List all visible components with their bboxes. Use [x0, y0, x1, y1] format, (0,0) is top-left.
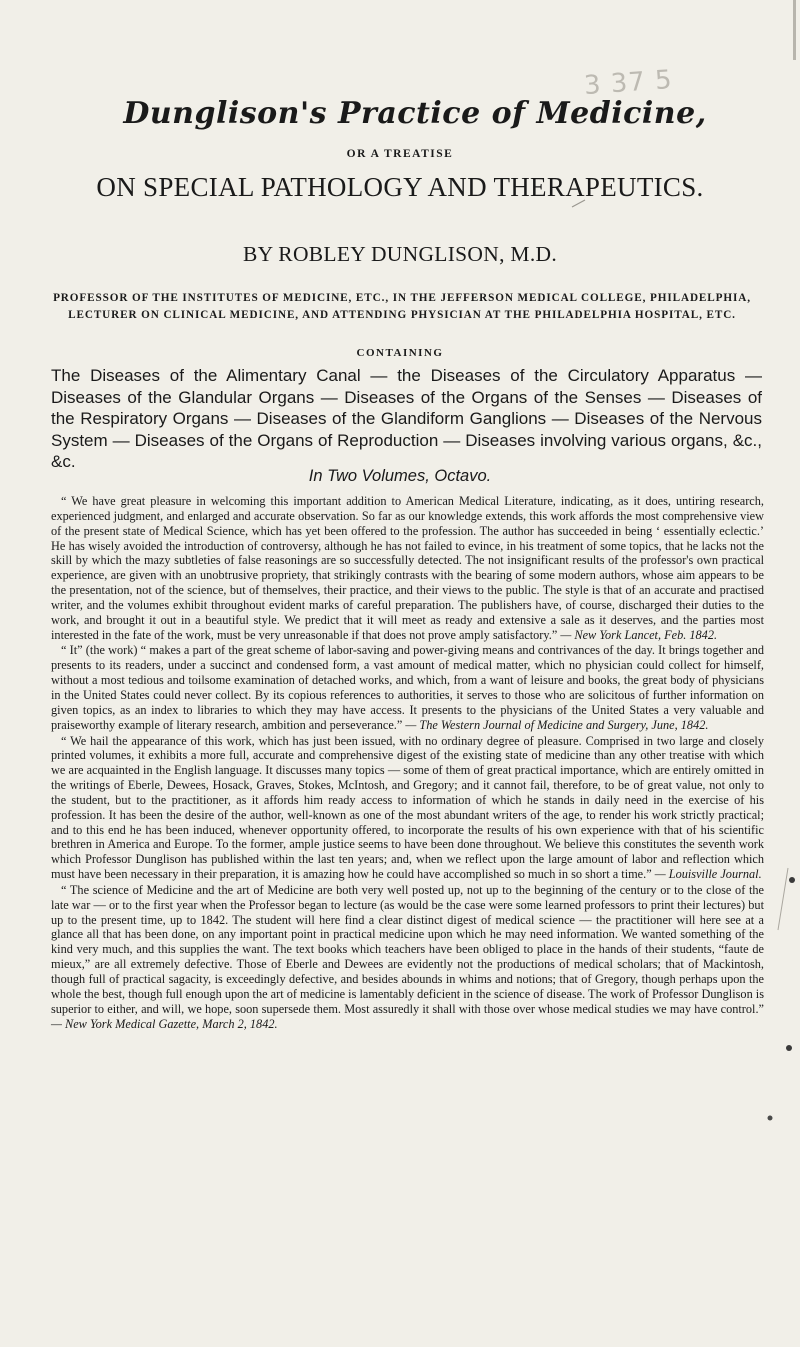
review-louisville-journal — [51, 734, 764, 882]
book-subject: ON SPECIAL PATHOLOGY AND THERAPEUTICS. — [96, 172, 704, 202]
page-edge-mark — [793, 0, 796, 60]
review-new-york-medical-gazette — [51, 883, 764, 1031]
review-source: — New York Lancet, Feb. 1842. — [560, 627, 718, 642]
author-byline: BY ROBLEY DUNGLISON, M.D. — [242, 242, 558, 266]
review-new-york-lancet — [51, 494, 764, 642]
author-credentials: PROFESSOR OF THE INSTITUTES OF MEDICINE, ETC., IN THE JEFFERSON MEDICAL COLLEGE, PHILADELPHIA, LECTURER ON CLINICAL MEDICINE, AND ATTENDING PHYSICIAN AT THE PHILADELPHIA HOSPITAL, ETC. — [53, 292, 751, 321]
book-title: Dunglison's Practice of Medicine, — [123, 96, 707, 131]
ink-dot — [768, 1116, 773, 1121]
title-connector: OR A TREATISE — [346, 148, 454, 160]
ink-dot — [786, 1045, 792, 1051]
review-text: “ It” (the work) “ makes a part of the great scheme of labor-saving and power-giving means and contrivances of the day. It brings together and presents to its readers, under a succinct and condensed form, a vast amount of medical matter, which no physician could collect for himself, without a most tedious and toilsome examination of detached works, and which, from a want of leisure and books, the great body of physicians in the United States could never collect. By its copious references to authorities, it serves to those who are solicitous of further information on given topics, as an index to libraries to which they may have access. It presents to the physicians of the United States a very valuable and praiseworthy example of literary research, ambition and perseverance.” — [51, 643, 764, 732]
review-source: — The Western Journal of Medicine and Surgery, June, 1842. — [405, 717, 709, 732]
review-source: — Louisville Journal. — [654, 867, 762, 882]
review-text: “ We hail the appearance of this work, which has just been issued, with no ordinary degree of pleasure. Comprised in two large and closely printed volumes, it exhibits a more full, accurate and comprehensive digest of the existing state of medicine than any other treatise with which we are acquainted in the English language. It discusses many topics — some of them of great practical importance, which are entirely omitted in the writings of Eberle, Dewees, Hosack, Graves, Stokes, McIntosh, and Gregory; and it cannot fail, therefore, to be of great value, not only to the student, but to the practitioner, as it affords him ready access to information of which he stands in daily need in the exercise of his profession. It has been the desire of the author, well-known as one of the most abundant writers of the age, to render his work strictly practical; and to this end he has been induced, whenever opportunity offered, to incorporate the results of his own experience with that of his scientific brethren in America and Europe. To the former, ample justice seems to have been done throughout. We believe this constitutes the seventh work which Professor Dunglison has published within the last ten years; and, when we reflect upon the large amount of labor and reflection which must have been necessary in their preparation, it is amazing how he could have accomplished so much in so short a time.” — [51, 733, 764, 882]
review-western-journal — [51, 643, 764, 732]
handwritten-shelfmark: 3 37 5 — [583, 64, 674, 102]
contents-label: CONTAINING — [356, 347, 444, 359]
pencil-stroke — [778, 868, 788, 930]
ink-dot — [789, 877, 795, 883]
volumes-note: In Two Volumes, Octavo. — [308, 467, 492, 485]
review-text: “ The science of Medicine and the art of Medicine are both very well posted up, not up to the beginning of the century or to the close of the late war — or to the first year when the Professor began to lecture (as would be the case were some learned professors to print their lectures) but up to the present time, up to 1842. The student will here find a clear distinct digest of medical science — the practitioner will here see at a glance all that has been done, on any important point in practical medicine upon which he may need information. We wanted something of the kind very much, and this supplies the want. The text books which teachers have been obliged to place in the hands of their students, “faute de mieux,” are all extremely defective. Those of Eberle and Dewees are evidently not the productions of medical scholars; that of Mackintosh, though full of practical sagacity, is exceedingly defective, and besides abounds in whims and notions; that of Gregory, though perhaps upon the whole the best, though full enough upon the art of medicine is lamentably deficient in the science of disease. The work of Professor Dunglison is superior to either, and will, we hope, soon supersede them. Most assuredly it shall with those over whose medical studies we may have control.” — [51, 882, 764, 1016]
review-source: — New York Medical Gazette, March 2, 1842. — [51, 1016, 278, 1031]
contents-list: The Diseases of the Alimentary Canal — the Diseases of the Circulatory Apparatus — Diseases of the Glandular Organs — Diseases of the Organs of the Senses — Diseases of the Respiratory Organs — Diseases of the Glandiform Ganglions — Diseases of the Nervous System — Diseases of the Organs of Reproduction — Diseases involving various organs, &c., &c. — [51, 366, 762, 472]
review-excerpts — [51, 494, 764, 1032]
review-text: “ We have great pleasure in welcoming this important addition to American Medical Literature, indicating, as it does, untiring research, experienced judgment, and enlarged and accurate observation. So far as our knowledge extends, this work affords the most comprehensive view of the present state of Medical Science, which has yet been offered to the profession. The author has succeeded in being ‘ essentially eclectic.’ He has wisely avoided the introduction of controversy, although he has not failed to evince, in his treatment of some topics, that he lacks not the skill by which the mazy subtleties of false reasonings are so successfully detected. The not insignificant results of the professor's own practical experience, are given with an unobtrusive propriety, that strikingly contrasts with the bearing of some modern authors, whose aim appears to be the presentation, not of the science, but of themselves, their practice, and their views to the public. The style is that of an accurate and practised writer, and the volumes exhibit throughout evident marks of careful preparation. The publishers have, of course, discharged their duties to the work, and brought it out in a beautiful style. We predict that it will meet as ready and extensive a sale as it deserves, and the parties most interested in the fate of the work, must be very unreasonable if that does not prove amply satisfactory.” — [51, 494, 764, 642]
